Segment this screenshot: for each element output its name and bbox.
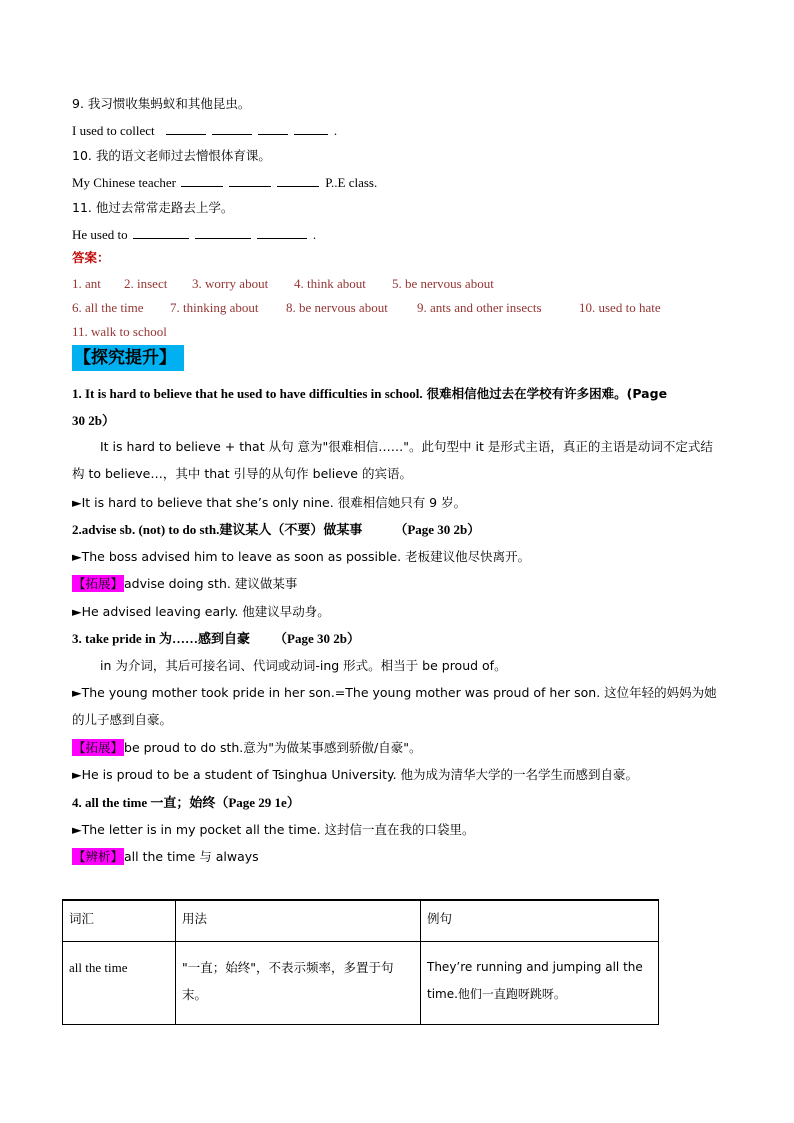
answer-item: 2. insect bbox=[124, 276, 168, 291]
table-cell: "一直；始终"，不表示频率，多置于句末。 bbox=[176, 942, 421, 1025]
answer-blank[interactable] bbox=[212, 122, 252, 135]
point-2-heading bbox=[72, 522, 480, 538]
point-2-page-ref: （Page 30 2b） bbox=[394, 522, 481, 537]
exercise-9-english bbox=[72, 122, 337, 139]
exercise-9-chinese: 9. 我习惯收集蚂蚁和其他昆虫。 bbox=[72, 96, 251, 111]
answer-blank[interactable] bbox=[166, 122, 206, 135]
point-1-example: ►It is hard to believe that she’s only nine. 很难相信她只有 9 岁。 bbox=[72, 495, 467, 510]
point-1-heading-en: 1. It is hard to believe that he used to have difficulties in school. bbox=[72, 386, 423, 401]
answer-item: 11. walk to school bbox=[72, 324, 167, 339]
answer-item: 10. used to hate bbox=[579, 300, 661, 315]
answer-item: 1. ant bbox=[72, 276, 101, 291]
exercise-10-english bbox=[72, 174, 377, 191]
comparison-text: all the time 与 always bbox=[124, 849, 259, 864]
answer-item: 6. all the time bbox=[72, 300, 144, 315]
extension-text: advise doing sth. 建议做某事 bbox=[124, 576, 298, 591]
point-3-extension bbox=[72, 740, 422, 756]
section-title-badge: 【探究提升】 bbox=[72, 345, 184, 371]
point-1-explanation: It is hard to believe + that 从句 意为"很难相信……"。此句型中 it 是形式主语，真正的主语是动词不定式结构 to believe…，其中 that 引导的从句作 believe 的宾语。 bbox=[72, 439, 713, 481]
answer-blank[interactable] bbox=[181, 174, 223, 187]
exercise-10-prefix: My Chinese teacher bbox=[72, 175, 176, 190]
table-header-row bbox=[63, 900, 659, 942]
exercise-11-suffix: . bbox=[312, 227, 317, 242]
point-4-heading: 4. all the time 一直；始终（Page 29 1e） bbox=[72, 795, 300, 810]
answer-blank[interactable] bbox=[195, 226, 251, 239]
answer-blank[interactable] bbox=[229, 174, 271, 187]
extension-tag: 【拓展】 bbox=[73, 740, 124, 755]
answer-blank[interactable] bbox=[257, 226, 307, 239]
table-header-cell: 用法 bbox=[176, 900, 421, 942]
answer-item: 8. be nervous about bbox=[286, 300, 388, 315]
answer-item: 7. thinking about bbox=[170, 300, 259, 315]
point-3-explanation: in 为介词，其后可接名词、代词或动词-ing 形式。相当于 be proud of。 bbox=[100, 658, 507, 673]
table-row bbox=[63, 942, 659, 1025]
extension-text: be proud to do sth.意为"为做某事感到骄傲/自豪"。 bbox=[124, 740, 422, 755]
answer-blank[interactable] bbox=[258, 122, 288, 135]
table-header-cell: 词汇 bbox=[63, 900, 176, 942]
answers-row-1 bbox=[72, 276, 494, 292]
exercise-11-prefix: He used to bbox=[72, 227, 128, 242]
point-3-page-ref: （Page 30 2b） bbox=[274, 631, 360, 646]
exercise-11-english bbox=[72, 226, 316, 243]
point-2-extension-example: ►He advised leaving early. 他建议早动身。 bbox=[72, 604, 330, 619]
answers-label: 答案： bbox=[72, 250, 110, 265]
point-4-comparison bbox=[72, 849, 259, 865]
comparison-tag: 【辨析】 bbox=[73, 849, 124, 864]
exercise-10-chinese: 10. 我的语文老师过去憎恨体育课。 bbox=[72, 148, 271, 163]
answer-item: 3. worry about bbox=[192, 276, 269, 291]
point-3-heading bbox=[72, 631, 360, 647]
point-3-extension-example: ►He is proud to be a student of Tsinghua University. 他为成为清华大学的一名学生而感到自豪。 bbox=[72, 767, 639, 782]
point-2-extension bbox=[72, 576, 297, 592]
answer-blank[interactable] bbox=[294, 122, 328, 135]
answer-item: 4. think about bbox=[294, 276, 366, 291]
point-2-heading-text: 2.advise sb. (not) to do sth.建议某人（不要）做某事 bbox=[72, 522, 363, 537]
extension-tag: 【拓展】 bbox=[73, 576, 124, 591]
answer-blank[interactable] bbox=[133, 226, 189, 239]
exercise-9-prefix: I used to collect bbox=[72, 123, 155, 138]
table-cell: all the time bbox=[63, 942, 176, 1025]
point-4-example: ►The letter is in my pocket all the time. 这封信一直在我的口袋里。 bbox=[72, 822, 475, 837]
point-1-page-ref: 30 2b） bbox=[72, 413, 115, 428]
exercise-10-suffix: P..E class. bbox=[325, 175, 378, 190]
answer-item: 5. be nervous about bbox=[392, 276, 494, 291]
table-cell: They’re running and jumping all the time.他们一直跑呀跳呀。 bbox=[421, 942, 659, 1025]
answers-row-2 bbox=[72, 300, 661, 316]
answer-item: 9. ants and other insects bbox=[417, 300, 542, 315]
exercise-11-chinese: 11. 他过去常常走路去上学。 bbox=[72, 200, 234, 215]
table-header-cell: 例句 bbox=[421, 900, 659, 942]
comparison-table bbox=[62, 899, 659, 1025]
point-2-example: ►The boss advised him to leave as soon as possible. 老板建议他尽快离开。 bbox=[72, 549, 531, 564]
point-3-heading-text: 3. take pride in 为……感到自豪 bbox=[72, 631, 251, 646]
point-3-example: ►The young mother took pride in her son.=The young mother was proud of her son. 这位年轻的妈妈为她的儿子感到自豪。 bbox=[72, 685, 717, 727]
exercise-9-suffix: . bbox=[333, 123, 338, 138]
point-1-heading bbox=[72, 386, 667, 402]
answers-row-3 bbox=[72, 324, 167, 340]
answer-blank[interactable] bbox=[277, 174, 319, 187]
point-1-heading-cn: 很难相信他过去在学校有许多困难。(Page bbox=[426, 386, 668, 401]
